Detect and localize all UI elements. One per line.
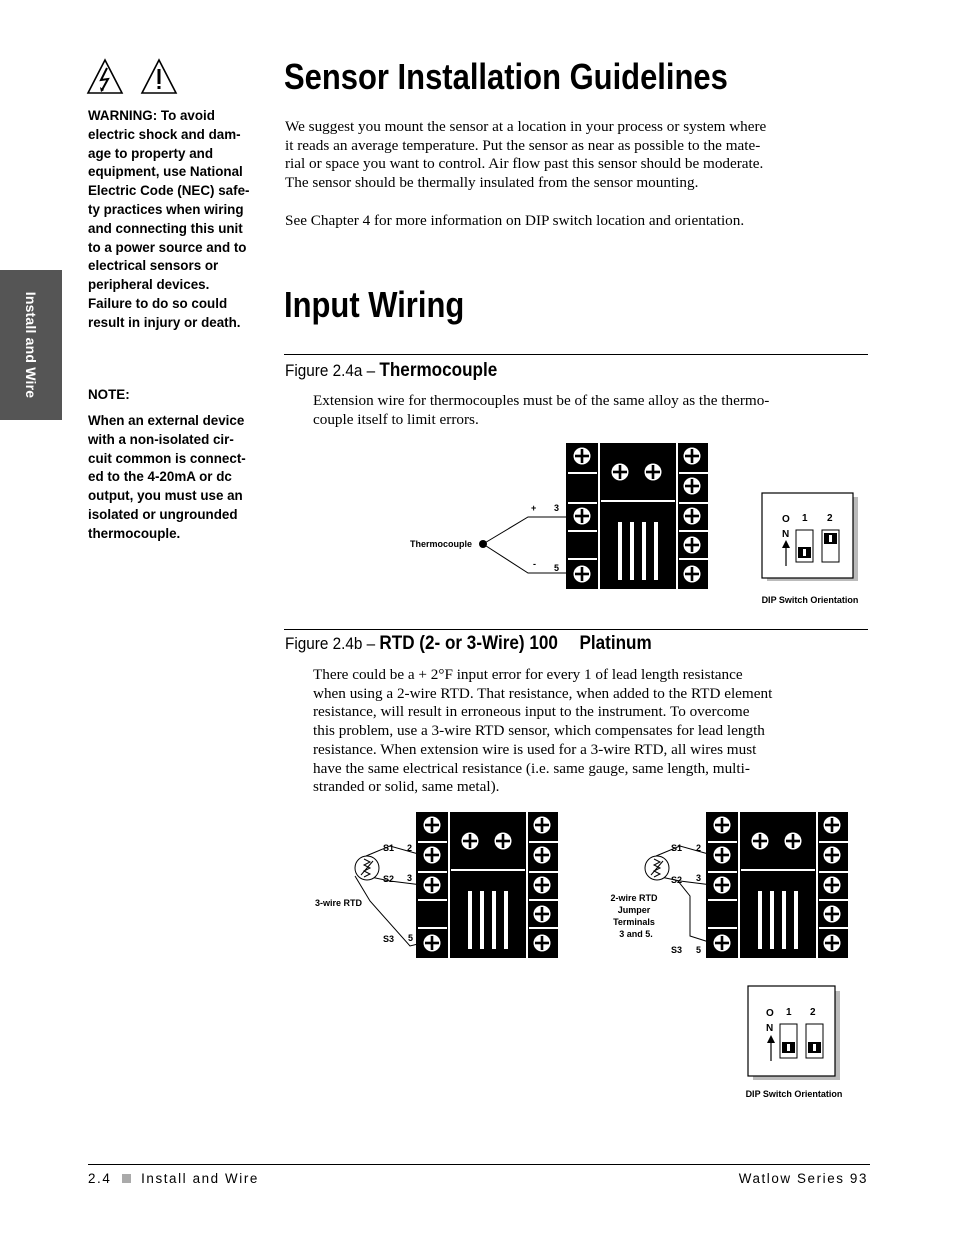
caution-icon: [142, 60, 176, 93]
rtd3-t3-label: 3: [407, 873, 413, 883]
dip-b-n-label: N: [766, 1023, 774, 1034]
footer-page-number: 2.4: [88, 1171, 112, 1186]
rtd3-caption: 3-wire RTD: [315, 898, 363, 908]
rtd2-t2-label: 2: [696, 843, 702, 853]
terminal-5-label: 5: [554, 563, 560, 573]
note-label: NOTE:: [88, 387, 130, 402]
dip-caption-b: DIP Switch Orientation: [745, 1089, 843, 1099]
rtd-3-wire-leads: [355, 846, 422, 946]
footer-left: [88, 1171, 259, 1186]
rtd3-t5-label: 5: [408, 933, 414, 943]
note-text: When an external device with a non-isolated cir- cuit common is connect- ed to the 4-20mA or dc output, you must use an isolated or ungrounded thermocouple.: [88, 413, 246, 541]
figure-b-title: [285, 633, 652, 655]
footer-right: Watlow Series 93: [738, 1171, 868, 1186]
rtd-2-wire-block: [706, 812, 848, 958]
dip-b-o-label: O: [766, 1008, 774, 1019]
input-wiring-heading: Input Wiring: [284, 284, 465, 325]
figure-a-title: [285, 360, 497, 382]
figure-b-prefix: Figure 2.4b –: [285, 634, 380, 653]
rtd-3-wire-block: [416, 812, 558, 958]
dip-o-label: O: [782, 514, 790, 525]
footer-square-icon: [122, 1174, 131, 1183]
sensor-paragraph: We suggest you mount the sensor at a location in your process or system where it reads an average temperature. Put the sensor as near as possible to the mate- rial or space you want to control. Air flow past this sensor should be moderate. The sensor should be thermally insulated from the sensor mounting.: [285, 118, 767, 192]
dip-switch-b: [748, 986, 840, 1080]
minus-label: -: [533, 559, 536, 569]
dip-switch-2-label: 2: [827, 513, 833, 524]
footer-section: Install and Wire: [141, 1171, 259, 1186]
rtd2-t3-label: 3: [696, 873, 702, 883]
electric-shock-icon: [88, 60, 122, 93]
dip-switch-1-label: 1: [802, 513, 808, 524]
rtd-wiring-diagram: [300, 806, 880, 1106]
figure-b-name-2: Platinum: [579, 633, 652, 654]
rtd2-s3-label: S3: [671, 945, 683, 955]
figure-a-rule: [284, 354, 868, 355]
figure-a-text: Extension wire for thermocouples must be of the same alloy as the thermo- couple itself to limit errors.: [313, 392, 770, 428]
figure-a-prefix: Figure 2.4a –: [285, 361, 380, 380]
rtd3-t2-label: 2: [407, 843, 413, 853]
thermocouple-wiring-diagram: [390, 438, 870, 610]
rtd2-caption-line3: Terminals: [613, 917, 655, 927]
rtd2-caption-line1: 2-wire RTD: [610, 893, 658, 903]
rtd3-s1-label: S1: [383, 843, 395, 853]
side-tab-label: Install and Wire: [23, 291, 39, 399]
dip-n-label: N: [782, 529, 790, 540]
figure-b-rule: [284, 629, 868, 630]
chapter-reference: See Chapter 4 for more information on DIP switch location and orientation.: [285, 212, 745, 229]
rtd2-caption-line2: Jumper: [617, 905, 651, 915]
rtd3-s3-label: S3: [383, 934, 395, 944]
terminal-3-label: 3: [554, 503, 560, 513]
figure-b-name: RTD (2- or 3-Wire) 100: [379, 633, 558, 654]
thermocouple-label: Thermocouple: [409, 539, 472, 549]
chapter-side-tab: [0, 270, 62, 420]
figure-a-name: Thermocouple: [379, 360, 498, 381]
sensor-guidelines-heading: Sensor Installation Guidelines: [284, 56, 728, 97]
rtd2-s2-label: S2: [671, 875, 683, 885]
terminal-block: [566, 443, 708, 589]
rtd2-s1-label: S1: [671, 843, 683, 853]
dip-b-switch-2-label: 2: [810, 1007, 816, 1018]
rtd3-s2-label: S2: [383, 874, 395, 884]
footer-rule: [88, 1164, 870, 1165]
warning-icons: [86, 58, 178, 96]
rtd2-t5-label: 5: [696, 945, 702, 955]
dip-caption-a: DIP Switch Orientation: [761, 595, 859, 605]
dip-b-switch-1-label: 1: [786, 1007, 792, 1018]
figure-b-text: There could be a + 2°F input error for every 1 of lead length resistance when using a 2-wire RTD. That resistance, when added to the RTD element resistance, will result in erroneous input to the instrument. To overcome this problem, use a 3-wire RTD sensor, which compensates for lead length resistance. When extension wire is used for a 3-wire RTD, all wires must have the same electrical resistance (i.e. same gauge, same length, multi- stranded or solid, same metal).: [313, 666, 773, 796]
rtd2-caption-line4: 3 and 5.: [619, 929, 653, 939]
dip-switch: [762, 493, 858, 581]
warning-note: WARNING: To avoid electric shock and dam- age to property and equipment, use National Electric Code (NEC) safe- ty practices when wiring and connecting this unit to a power source and to electrical sensors or peripheral devices. Failure to do so could result in injury or death.: [88, 108, 250, 330]
plus-label: +: [531, 503, 537, 513]
